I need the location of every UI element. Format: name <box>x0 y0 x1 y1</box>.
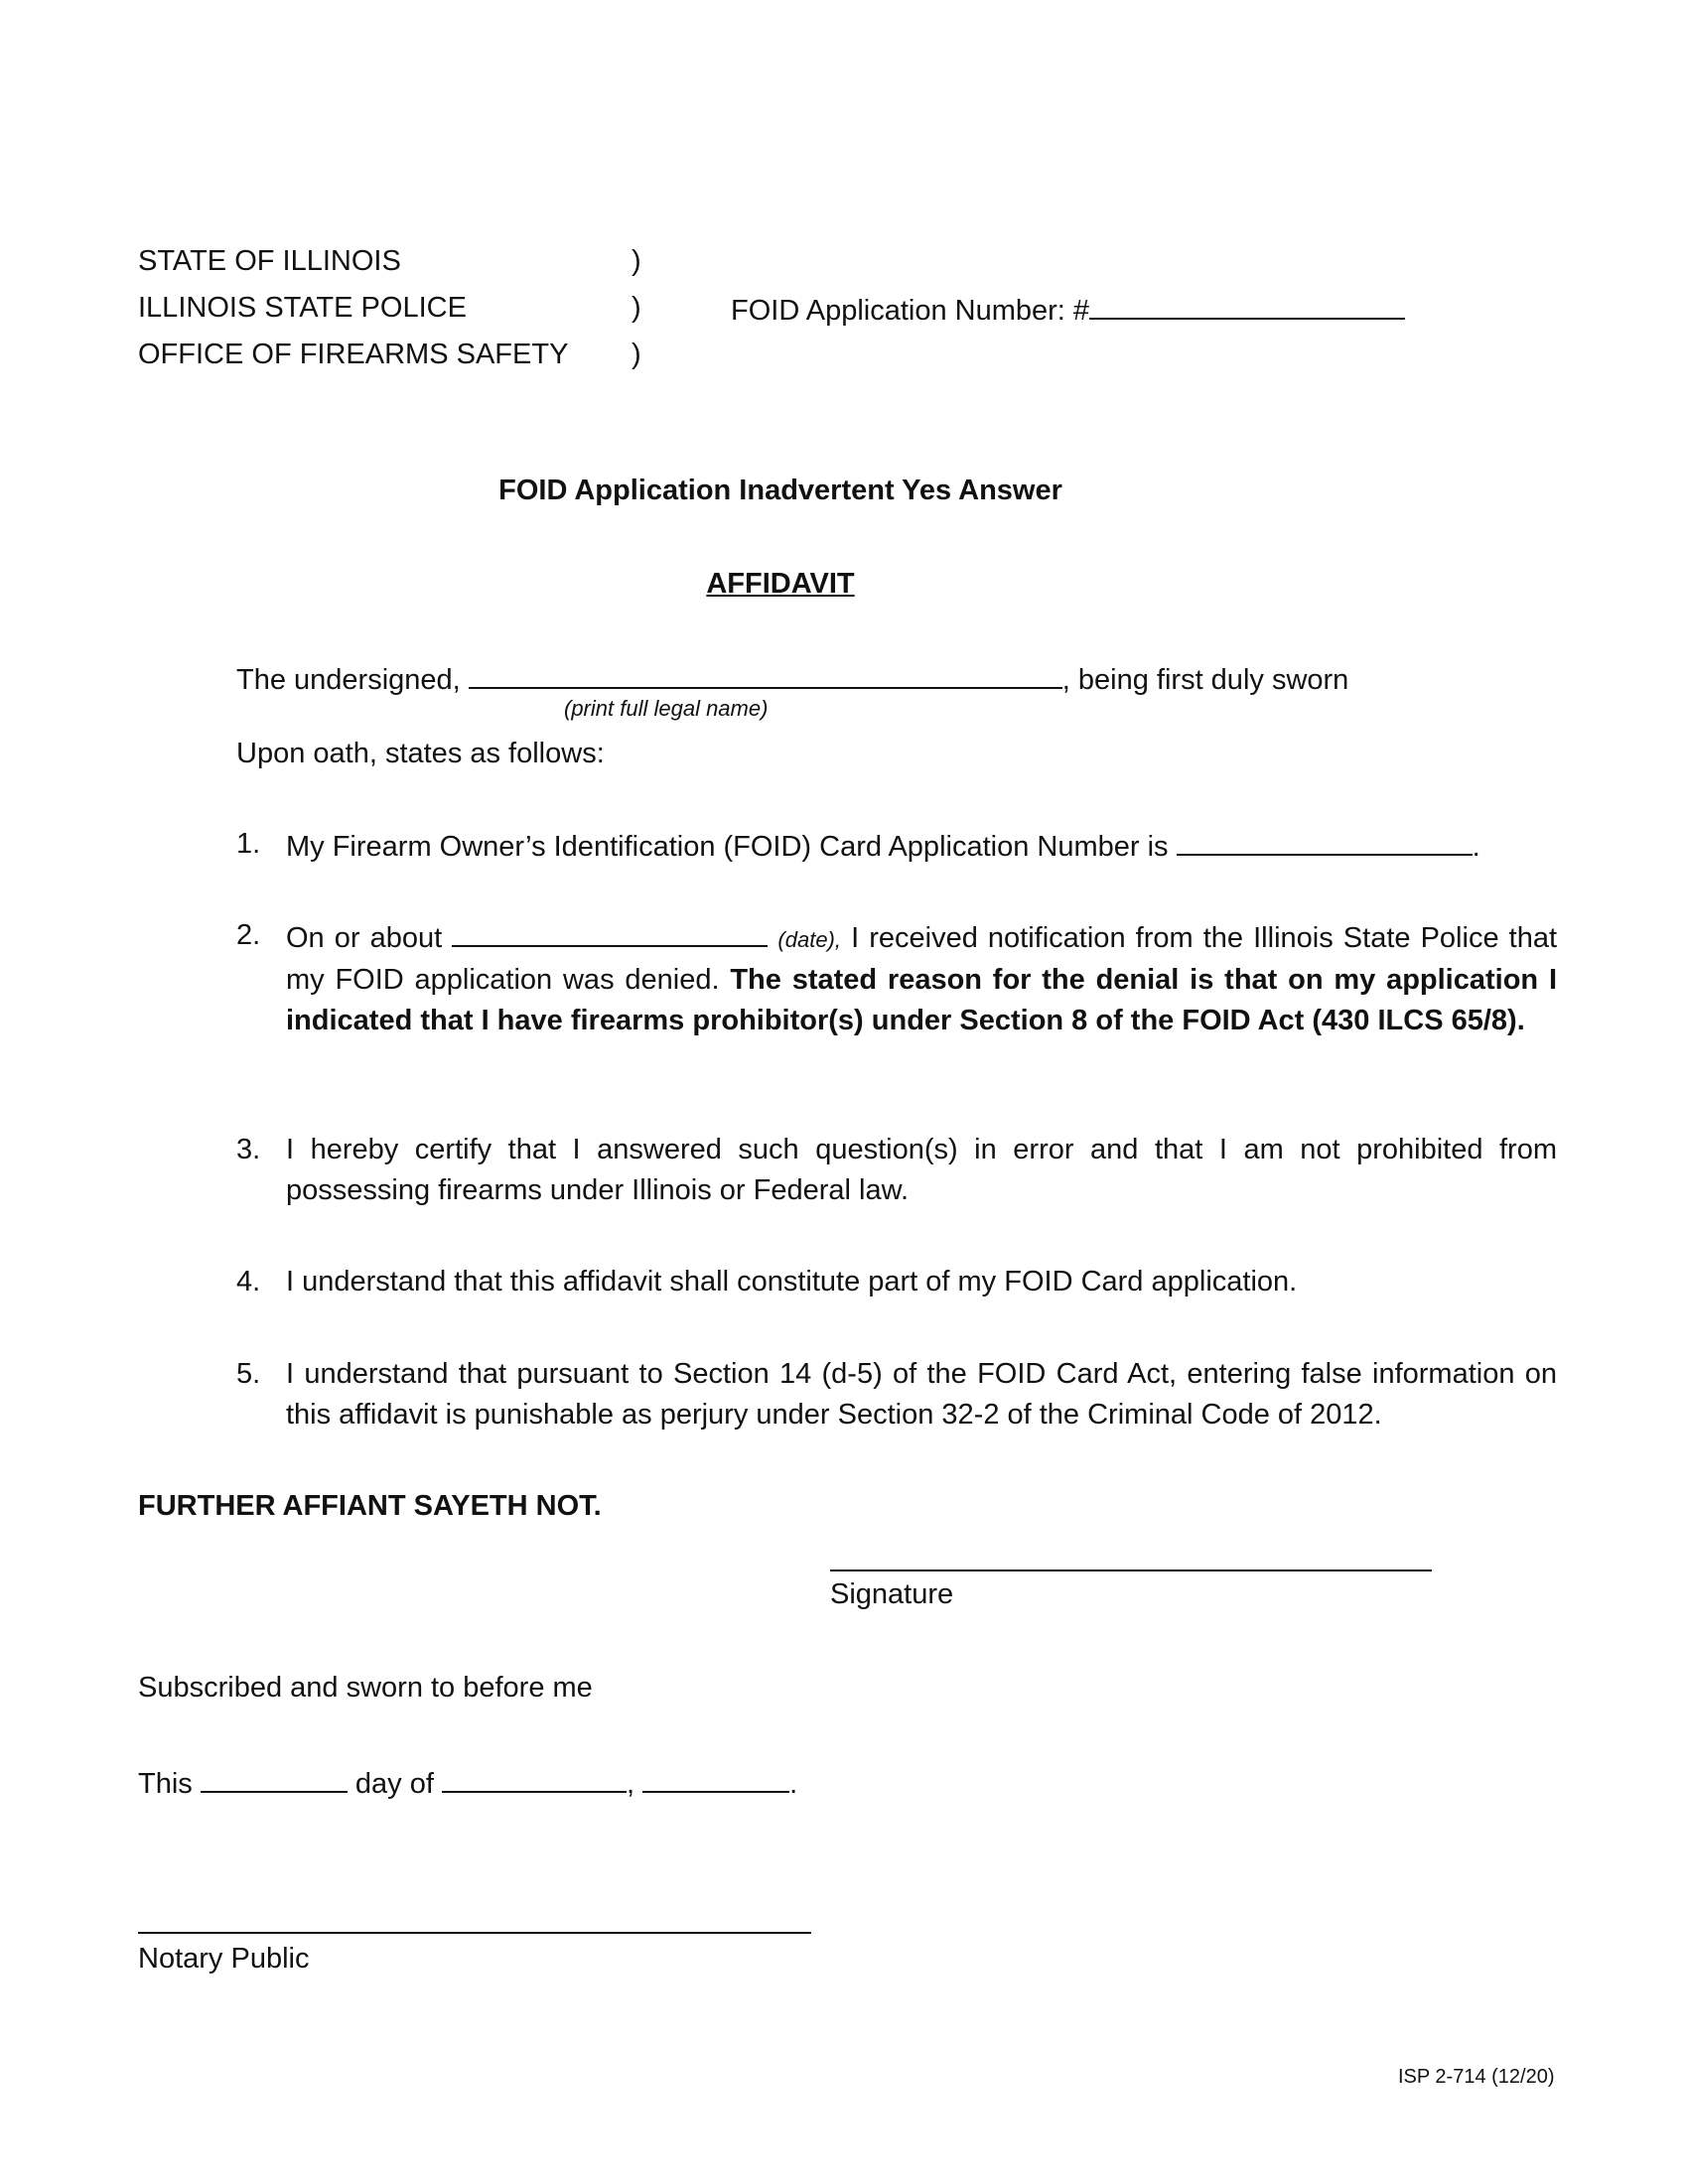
list-item-5 <box>236 1354 1557 1483</box>
header-paren-1: ) <box>632 245 641 277</box>
list-item-3 <box>236 1130 1557 1219</box>
year-field[interactable] <box>642 1761 789 1793</box>
date-comma: , <box>626 1768 635 1800</box>
item-text: I hereby certify that I answered such question(s) in error and that I am not prohibited from possessing firearms under Illinois or Federal law. <box>286 1134 1557 1206</box>
item-text: My Firearm Owner’s Identification (FOID) Card Application Number is <box>286 831 1169 863</box>
notary-signature-line[interactable] <box>138 1932 811 1934</box>
affidavit-heading: AFFIDAVIT <box>706 568 855 600</box>
intro-oath: Upon oath, states as follows: <box>236 738 605 769</box>
list-item-2 <box>236 915 1557 1084</box>
item-text: I understand that pursuant to Section 14 (d-5) of the FOID Card Act, entering false information on this affidavit is punishable as perjury under Section 32-2 of the Criminal Code of 2012. <box>286 1358 1557 1431</box>
header-police: ILLINOIS STATE POLICE <box>138 292 467 324</box>
intro-suffix: , being first duly sworn <box>1061 664 1349 696</box>
foid-app-number-field[interactable] <box>1089 288 1405 320</box>
date-period: . <box>789 1768 798 1800</box>
header-paren-3: ) <box>632 339 641 370</box>
header-state: STATE OF ILLINOIS <box>138 245 401 277</box>
item-number: 3. <box>236 1134 261 1165</box>
legal-name-field[interactable] <box>469 657 1062 689</box>
intro-line <box>236 657 1348 700</box>
foid-app-number-text: FOID Application Number: # <box>731 295 1090 327</box>
card-app-number-field[interactable] <box>1177 824 1473 856</box>
form-id: ISP 2-714 (12/20) <box>1398 2066 1555 2088</box>
item-text: I understand that this affidavit shall constitute part of my FOID Card application. <box>286 1266 1298 1297</box>
date-line <box>138 1761 797 1804</box>
item-mid: I received notification from the Illinois State Police that my FOID application was denied. <box>286 922 1558 996</box>
item-number: 1. <box>236 828 261 860</box>
list-item-4 <box>236 1262 1557 1303</box>
header-office: OFFICE OF FIREARMS SAFETY <box>138 339 569 370</box>
notary-label: Notary Public <box>138 1943 310 1975</box>
item-pre: On or about <box>286 922 443 954</box>
item-body <box>286 824 1557 868</box>
date-hint: (date), <box>777 927 841 952</box>
header-paren-2: ) <box>632 292 641 324</box>
date-this: This <box>138 1768 193 1800</box>
signature-label: Signature <box>830 1578 954 1610</box>
notification-date-field[interactable] <box>452 915 768 947</box>
list-item-1 <box>236 824 1557 866</box>
name-hint: (print full legal name) <box>564 696 769 721</box>
date-day-of: day of <box>354 1768 434 1800</box>
closing-statement: FURTHER AFFIANT SAYETH NOT. <box>138 1490 602 1522</box>
item-number: 2. <box>236 919 261 951</box>
intro-prefix: The undersigned, <box>236 664 461 696</box>
item-body <box>286 915 1557 1041</box>
page-title: FOID Application Inadvertent Yes Answer <box>498 475 1062 506</box>
sworn-text: Subscribed and sworn to before me <box>138 1672 593 1704</box>
item-end-period: . <box>1472 831 1480 863</box>
signature-line[interactable] <box>830 1570 1432 1571</box>
foid-app-number-label <box>731 288 1405 331</box>
item-number: 4. <box>236 1266 261 1297</box>
item-number: 5. <box>236 1358 261 1390</box>
month-field[interactable] <box>442 1761 627 1793</box>
denial-reason: The stated reason for the denial is that on my application I indicated that I have firearms prohibitor(s) under Section 8 of the FOID Act (430 ILCS 65/8). <box>286 964 1557 1036</box>
day-field[interactable] <box>201 1761 348 1793</box>
